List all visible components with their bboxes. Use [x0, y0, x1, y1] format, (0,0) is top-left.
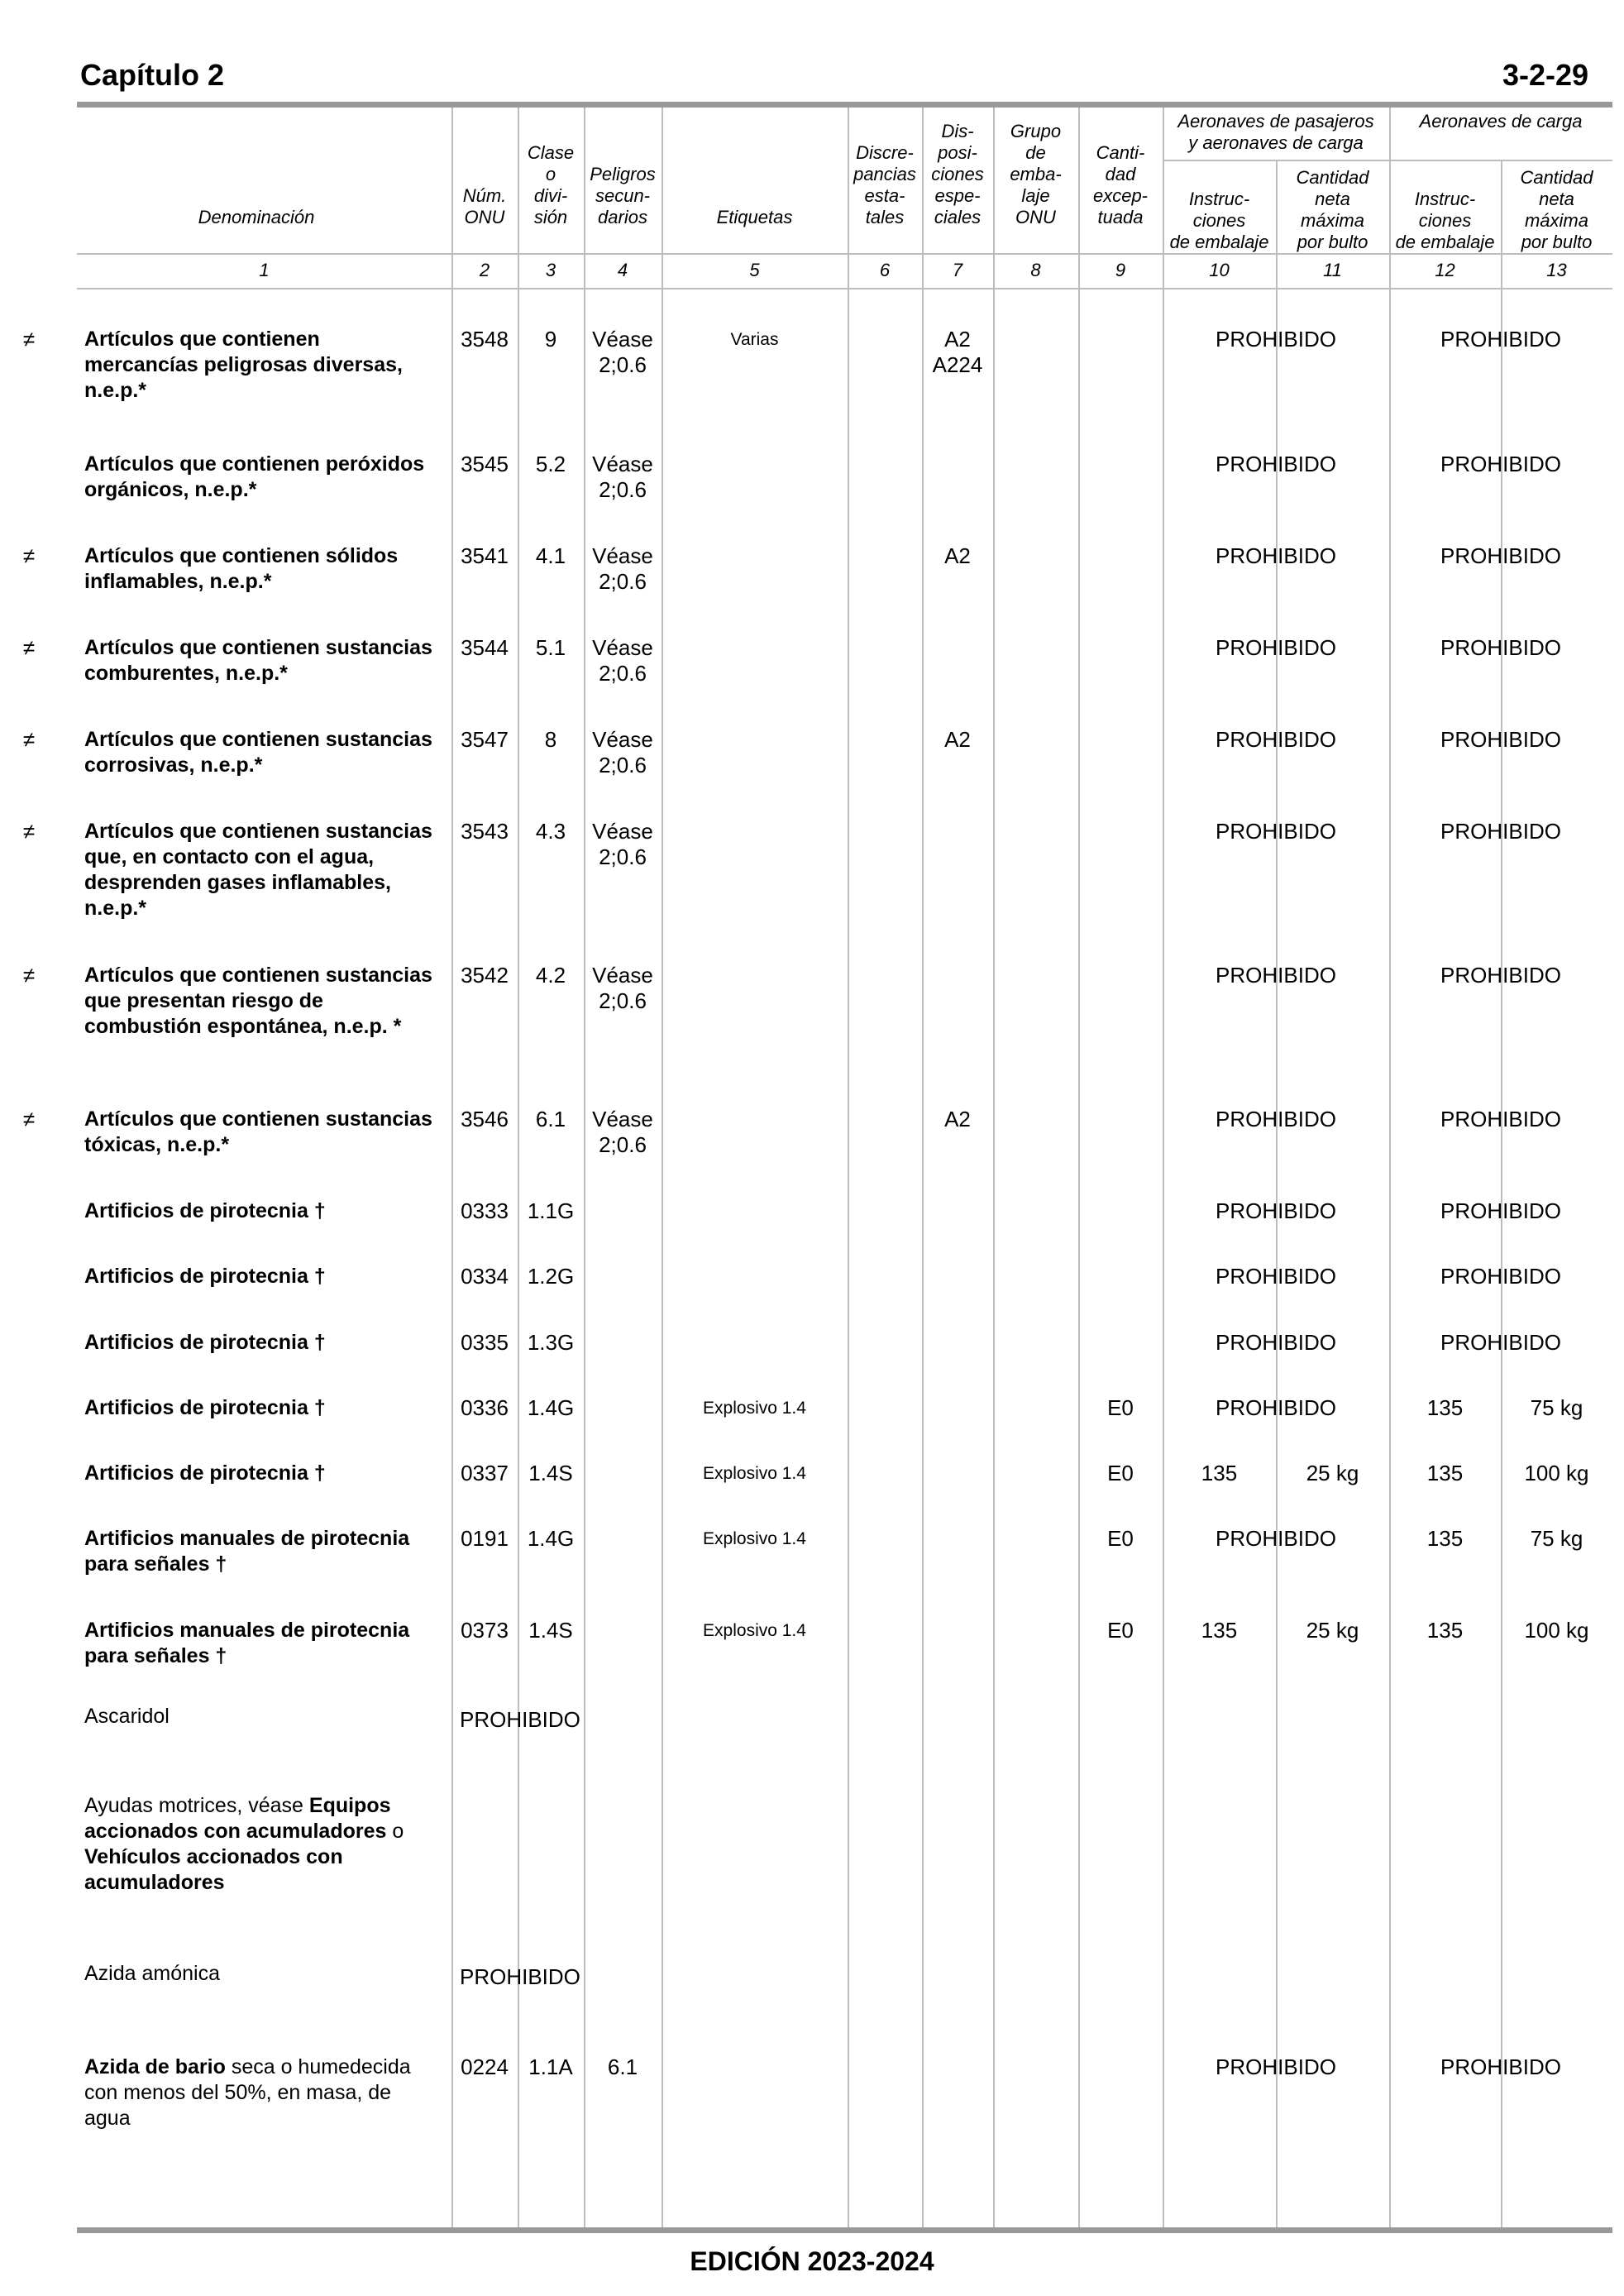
substance-name — [84, 819, 436, 921]
prohibited-passenger: PROHIBIDO — [1216, 543, 1336, 568]
column-number: 1 — [259, 260, 270, 280]
change-mark: ≠ — [22, 1107, 36, 1131]
column-divider — [518, 108, 519, 2227]
row-divider — [77, 253, 1612, 255]
column-divider — [848, 108, 849, 2227]
max-qty-cargo: 100 kg — [1524, 1461, 1589, 1485]
header-peligros-secundarios: Peligros secun- darios — [590, 164, 656, 227]
bottom-rule — [77, 2227, 1612, 2233]
class-division: 1.1G — [527, 1198, 575, 1223]
un-number: 0336 — [461, 1395, 509, 1420]
top-rule — [77, 102, 1612, 108]
class-division: 4.3 — [535, 819, 566, 844]
excepted-quantity: E0 — [1107, 1526, 1134, 1551]
packing-instruction-cargo: 135 — [1426, 1618, 1464, 1643]
edition-footer: EDICIÓN 2023-2024 — [690, 2246, 934, 2276]
class-division: 1.2G — [527, 1264, 575, 1289]
column-number: 8 — [1030, 260, 1041, 280]
column-number: 3 — [545, 260, 556, 280]
table-row — [0, 327, 1624, 402]
name-segment: o — [386, 1820, 404, 1843]
column-number: 9 — [1115, 260, 1126, 280]
prohibited-passenger: PROHIBIDO — [1216, 819, 1336, 844]
column-number: 5 — [749, 260, 760, 280]
un-number: 3543 — [461, 819, 509, 844]
hazard-label: Varias — [730, 330, 779, 349]
prohibited-cargo: PROHIBIDO — [1440, 327, 1561, 352]
column-number: 4 — [617, 260, 628, 280]
un-number: 0337 — [461, 1461, 509, 1485]
class-division: 6.1 — [535, 1107, 566, 1131]
subsidiary-hazard: Véase 2;0.6 — [592, 327, 653, 377]
name-segment: Artificios de pirotecnia † — [84, 1396, 326, 1419]
substance-name — [84, 727, 436, 778]
column-number: 7 — [952, 260, 963, 280]
change-mark: ≠ — [22, 635, 36, 660]
header-qty-cargo: Cantidad neta máxima por bulto — [1520, 167, 1593, 252]
prohibited-cargo: PROHIBIDO — [1440, 543, 1561, 568]
name-segment: Vehículos accionados con acumuladores — [84, 1845, 343, 1894]
prohibited-cargo: PROHIBIDO — [1440, 1264, 1561, 1289]
substance-name — [84, 1107, 436, 1158]
class-division: 5.1 — [535, 635, 566, 660]
prohibited-cargo: PROHIBIDO — [1440, 635, 1561, 660]
subsidiary-hazard: Véase 2;0.6 — [592, 1107, 653, 1157]
name-segment: Artificios de pirotecnia † — [84, 1199, 326, 1222]
header-denominacion: Denominación — [198, 207, 315, 227]
special-provisions: A2 — [944, 543, 971, 568]
un-number: 0333 — [461, 1198, 509, 1223]
subsidiary-hazard: Véase 2;0.6 — [592, 452, 653, 502]
column-number: 10 — [1209, 260, 1230, 280]
table-row — [0, 1330, 1624, 1355]
page-number: 3-2-29 — [1502, 58, 1588, 92]
excepted-quantity: E0 — [1107, 1461, 1134, 1485]
un-number: 3542 — [461, 963, 509, 988]
class-division: 4.1 — [535, 543, 566, 568]
table-row — [0, 727, 1624, 777]
prohibited-cargo: PROHIBIDO — [1440, 819, 1561, 844]
prohibited-all: PROHIBIDO — [460, 1707, 580, 1732]
subsidiary-hazard: 6.1 — [607, 2054, 638, 2079]
table-row — [0, 1198, 1624, 1223]
packing-instruction-passenger: 135 — [1201, 1461, 1238, 1485]
prohibited-cargo: PROHIBIDO — [1440, 1198, 1561, 1223]
un-number: 3547 — [461, 727, 509, 752]
change-mark: ≠ — [22, 327, 36, 352]
un-number: 3546 — [461, 1107, 509, 1131]
packing-instruction-cargo: 135 — [1426, 1395, 1464, 1420]
un-number: 0334 — [461, 1264, 509, 1289]
chapter-title: Capítulo 2 — [80, 58, 225, 92]
un-number: 3548 — [461, 327, 509, 352]
max-qty-cargo: 75 kg — [1530, 1395, 1583, 1420]
class-division: 1.4S — [528, 1618, 573, 1643]
excepted-quantity: E0 — [1107, 1618, 1134, 1643]
excepted-quantity: E0 — [1107, 1395, 1134, 1420]
prohibited-passenger: PROHIBIDO — [1216, 635, 1336, 660]
column-divider — [1163, 108, 1164, 2227]
table-row — [0, 635, 1624, 686]
substance-name — [84, 452, 436, 503]
prohibited-cargo: PROHIBIDO — [1440, 2054, 1561, 2079]
subsidiary-hazard: Véase 2;0.6 — [592, 727, 653, 777]
max-qty-cargo: 100 kg — [1524, 1618, 1589, 1643]
substance-name — [84, 1793, 436, 1896]
column-divider — [662, 108, 663, 2227]
header-group-cargo: Aeronaves de carga — [1419, 111, 1583, 132]
name-segment: Artículos que contienen mercancías peligrosas diversas, n.e.p.* — [84, 328, 403, 402]
table-row — [0, 1526, 1624, 1576]
row-divider — [1163, 160, 1612, 161]
header-discrepancias: Discre- pancias esta- tales — [853, 142, 916, 227]
prohibited-cargo: PROHIBIDO — [1440, 1330, 1561, 1355]
table-row — [0, 2054, 1624, 2130]
un-number: 0224 — [461, 2054, 509, 2079]
prohibited-passenger: PROHIBIDO — [1216, 727, 1336, 752]
class-division: 1.4G — [527, 1526, 575, 1551]
class-division: 4.2 — [535, 963, 566, 988]
substance-name — [84, 1704, 436, 1729]
name-segment: seca o humedecida con menos del 50%, en masa, de agua — [84, 2055, 411, 2130]
un-number: 0335 — [461, 1330, 509, 1355]
substance-name — [84, 1395, 436, 1421]
column-divider — [584, 108, 585, 2227]
prohibited-passenger: PROHIBIDO — [1216, 2054, 1336, 2079]
substance-name — [84, 1330, 436, 1356]
substance-name — [84, 327, 436, 404]
un-number: 3544 — [461, 635, 509, 660]
header-pi-cargo: Instruc- ciones de embalaje — [1395, 189, 1495, 252]
name-segment: Artículos que contienen sustancias que, en contacto con el agua, desprenden gases inflamables, n.e.p.* — [84, 820, 432, 920]
name-segment: Artificios manuales de pirotecnia para señales † — [84, 1527, 410, 1576]
header-cantidad-exceptuada: Canti- dad excep- tuada — [1092, 142, 1149, 227]
column-divider — [922, 108, 924, 2227]
substance-name — [84, 1961, 436, 1987]
prohibited-passenger: PROHIBIDO — [1216, 1330, 1336, 1355]
max-qty-passenger: 25 kg — [1306, 1461, 1359, 1485]
row-divider — [77, 288, 1612, 289]
name-segment: Ayudas motrices, véase — [84, 1794, 309, 1817]
prohibited-cargo: PROHIBIDO — [1440, 963, 1561, 988]
name-segment: Artículos que contienen sustancias corrosivas, n.e.p.* — [84, 728, 432, 777]
class-division: 8 — [544, 727, 557, 752]
change-mark: ≠ — [22, 543, 36, 568]
table-row — [0, 1395, 1624, 1420]
table-row — [0, 1793, 1624, 1894]
header-clase: Clase o divi- sión — [527, 142, 575, 227]
special-provisions: A2 A224 — [932, 327, 983, 377]
header-group-passenger: Aeronaves de pasajeros y aeronaves de carga — [1177, 111, 1374, 153]
header-num-onu: Núm. ONU — [462, 185, 507, 227]
name-segment: Artículos que contienen peróxidos orgánicos, n.e.p.* — [84, 452, 425, 501]
substance-name — [84, 1526, 436, 1577]
column-number: 13 — [1546, 260, 1567, 280]
un-number: 0373 — [461, 1618, 509, 1643]
class-division: 1.3G — [527, 1330, 575, 1355]
prohibited-passenger: PROHIBIDO — [1216, 1198, 1336, 1223]
prohibited-passenger: PROHIBIDO — [1216, 452, 1336, 476]
subsidiary-hazard: Véase 2;0.6 — [592, 635, 653, 686]
substance-name — [84, 2054, 436, 2131]
prohibited-passenger: PROHIBIDO — [1216, 1264, 1336, 1289]
un-number: 0191 — [461, 1526, 509, 1551]
column-number: 11 — [1323, 260, 1342, 280]
class-division: 1.4S — [528, 1461, 573, 1485]
name-segment: Artículos que contienen sustancias tóxicas, n.e.p.* — [84, 1107, 432, 1156]
column-divider — [451, 108, 453, 2227]
name-segment: Ascaridol — [84, 1705, 170, 1728]
header-pi-passenger: Instruc- ciones de embalaje — [1169, 189, 1269, 252]
packing-instruction-cargo: 135 — [1426, 1526, 1464, 1551]
special-provisions: A2 — [944, 727, 971, 752]
subsidiary-hazard: Véase 2;0.6 — [592, 543, 653, 594]
name-segment: Artículos que contienen sustancias que presentan riesgo de combustión espontánea, n.e.p. * — [84, 964, 432, 1038]
table-row — [0, 1264, 1624, 1289]
subsidiary-hazard: Véase 2;0.6 — [592, 819, 653, 869]
substance-name — [84, 963, 436, 1040]
table-row — [0, 543, 1624, 594]
packing-instruction-cargo: 135 — [1426, 1461, 1464, 1485]
name-segment: Azida amónica — [84, 1962, 220, 1985]
substance-name — [84, 1198, 436, 1224]
max-qty-passenger: 25 kg — [1306, 1618, 1359, 1643]
subsidiary-hazard: Véase 2;0.6 — [592, 963, 653, 1013]
prohibited-passenger: PROHIBIDO — [1216, 1526, 1336, 1551]
prohibited-passenger: PROHIBIDO — [1216, 1107, 1336, 1131]
table-row — [0, 1704, 1624, 1732]
name-segment: Artificios de pirotecnia † — [84, 1265, 326, 1288]
table-row — [0, 819, 1624, 920]
change-mark: ≠ — [22, 727, 36, 752]
name-segment: Artículos que contienen sustancias comburentes, n.e.p.* — [84, 636, 432, 685]
prohibited-passenger: PROHIBIDO — [1216, 327, 1336, 352]
class-division: 9 — [544, 327, 557, 352]
name-segment: Artificios de pirotecnia † — [84, 1331, 326, 1354]
name-segment: Artificios manuales de pirotecnia para señales † — [84, 1619, 410, 1667]
hazard-label: Explosivo 1.4 — [703, 1464, 806, 1483]
prohibited-passenger: PROHIBIDO — [1216, 963, 1336, 988]
table-row — [0, 1961, 1624, 1989]
substance-name — [84, 1618, 436, 1669]
class-division: 1.4G — [527, 1395, 575, 1420]
special-provisions: A2 — [944, 1107, 971, 1131]
prohibited-cargo: PROHIBIDO — [1440, 727, 1561, 752]
column-number: 6 — [879, 260, 891, 280]
change-mark: ≠ — [22, 963, 36, 988]
header-disposiciones: Dis- posi- ciones espe- ciales — [931, 121, 984, 227]
column-number: 12 — [1435, 260, 1455, 280]
substance-name — [84, 1461, 436, 1486]
table-row — [0, 963, 1624, 1038]
prohibited-cargo: PROHIBIDO — [1440, 1107, 1561, 1131]
class-division: 5.2 — [535, 452, 566, 476]
column-divider — [993, 108, 995, 2227]
name-segment: Equipos accionados con acumuladores — [84, 1794, 391, 1843]
header-qty-passenger: Cantidad neta máxima por bulto — [1296, 167, 1369, 252]
name-segment: Artículos que contienen sólidos inflamables, n.e.p.* — [84, 544, 399, 593]
column-number: 2 — [479, 260, 490, 280]
hazard-label: Explosivo 1.4 — [703, 1529, 806, 1548]
substance-name — [84, 543, 436, 595]
prohibited-cargo: PROHIBIDO — [1440, 452, 1561, 476]
header-grupo-embalaje: Grupo de emba- laje ONU — [1010, 121, 1062, 227]
max-qty-cargo: 75 kg — [1530, 1526, 1583, 1551]
prohibited-passenger: PROHIBIDO — [1216, 1395, 1336, 1420]
header-etiquetas: Etiquetas — [716, 207, 793, 227]
hazard-label: Explosivo 1.4 — [703, 1621, 806, 1640]
hazard-label: Explosivo 1.4 — [703, 1399, 806, 1418]
class-division: 1.1A — [528, 2054, 573, 2079]
name-segment: Artificios de pirotecnia † — [84, 1461, 326, 1485]
packing-instruction-passenger: 135 — [1201, 1618, 1238, 1643]
name-segment: Azida de bario — [84, 2055, 226, 2078]
un-number: 3541 — [461, 543, 509, 568]
change-mark: ≠ — [22, 819, 36, 844]
substance-name — [84, 635, 436, 686]
column-divider — [1078, 108, 1080, 2227]
column-divider — [1389, 108, 1391, 2227]
un-number: 3545 — [461, 452, 509, 476]
substance-name — [84, 1264, 436, 1289]
prohibited-all: PROHIBIDO — [460, 1964, 580, 1989]
table-row — [0, 1618, 1624, 1667]
